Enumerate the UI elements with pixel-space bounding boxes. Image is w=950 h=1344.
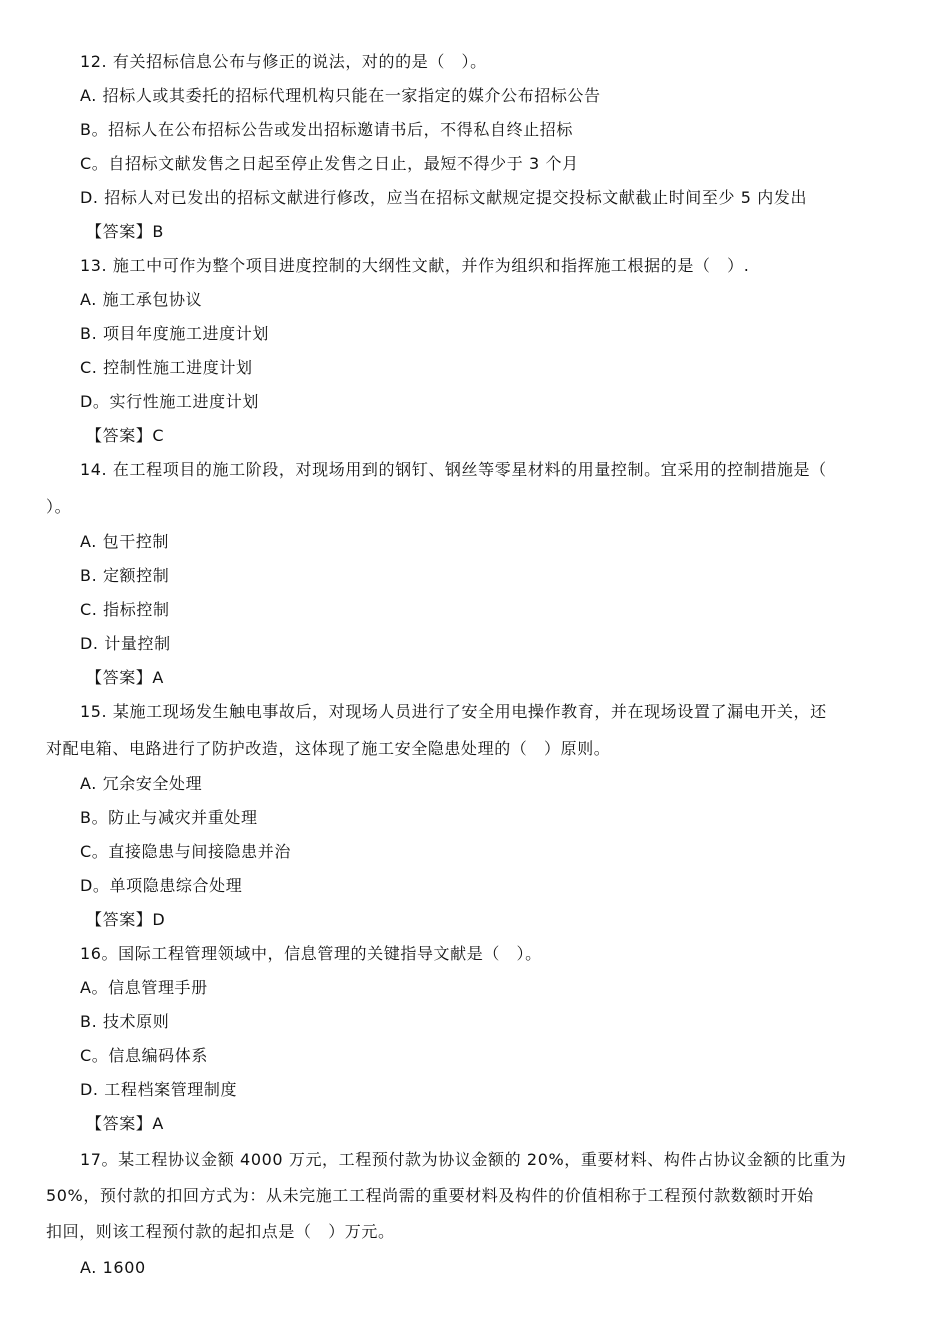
question-15-stem-line-1: 15. 某施工现场发生触电事故后，对现场人员进行了安全用电操作教育，并在现场设置了漏电开关，还 [80,702,827,721]
question-16-answer: 【答案】A [86,1114,164,1133]
question-15-answer: 【答案】D [86,910,166,929]
question-14-stem-line-1: 14. 在工程项目的施工阶段，对现场用到的钢钉、钢丝等零星材料的用量控制。宜采用的控制措施是（ [80,460,827,479]
question-15-option-c: C。直接隐患与间接隐患并治 [80,842,291,861]
question-12-option-a: A. 招标人或其委托的招标代理机构只能在一家指定的媒介公布招标公告 [80,86,601,105]
question-13-answer: 【答案】C [86,426,165,445]
question-16-option-d: D. 工程档案管理制度 [80,1080,238,1099]
question-12-stem-line-1: 12. 有关招标信息公布与修正的说法，对的的是（ ）。 [80,52,487,71]
question-16-stem-line-1: 16。国际工程管理领域中，信息管理的关键指导文献是（ ）。 [80,944,542,963]
question-13-option-a: A. 施工承包协议 [80,290,203,309]
question-13-option-d: D。实行性施工进度计划 [80,392,259,411]
question-17-stem-line-1: 17。某工程协议金额 4000 万元，工程预付款为协议金额的 20%，重要材料、构件占协议金额的比重为 [80,1150,847,1169]
question-16-option-a: A。信息管理手册 [80,978,208,997]
question-17-stem-line-3: 扣回，则该工程预付款的起扣点是（ ）万元。 [46,1222,395,1241]
question-12-option-b: B。招标人在公布招标公告或发出招标邀请书后，不得私自终止招标 [80,120,573,139]
question-15-stem-line-2: 对配电箱、电路进行了防护改造，这体现了施工安全隐患处理的（ ）原则。 [46,739,611,758]
question-14-answer: 【答案】A [86,668,164,687]
question-14-option-b: B. 定额控制 [80,566,170,585]
question-12-option-c: C。自招标文献发售之日起至停止发售之日止，最短不得少于 3 个月 [80,154,579,173]
question-14-stem-line-2: ）。 [46,497,72,516]
question-13-option-c: C. 控制性施工进度计划 [80,358,253,377]
question-12-answer: 【答案】B [86,222,164,241]
question-15-option-d: D。单项隐患综合处理 [80,876,243,895]
question-14-option-a: A. 包干控制 [80,532,170,551]
question-14-option-c: C. 指标控制 [80,600,170,619]
question-16-option-b: B. 技术原则 [80,1012,170,1031]
question-16-option-c: C。信息编码体系 [80,1046,208,1065]
question-12-option-d: D. 招标人对已发出的招标文献进行修改，应当在招标文献规定提交投标文献截止时间至少 5 内发出 [80,188,808,207]
question-15-option-b: B。防止与减灾并重处理 [80,808,258,827]
question-13-stem-line-1: 13. 施工中可作为整个项目进度控制的大纲性文献，并作为组织和指挥施工根据的是（ ）. [80,256,750,275]
question-17-option-a: A. 1600 [80,1258,146,1277]
question-14-option-d: D. 计量控制 [80,634,171,653]
question-17-stem-line-2: 50%，预付款的扣回方式为：从未完施工工程尚需的重要材料及构件的价值相称于工程预付款数额时开始 [46,1186,814,1205]
question-15-option-a: A. 冗余安全处理 [80,774,203,793]
question-13-option-b: B. 项目年度施工进度计划 [80,324,269,343]
